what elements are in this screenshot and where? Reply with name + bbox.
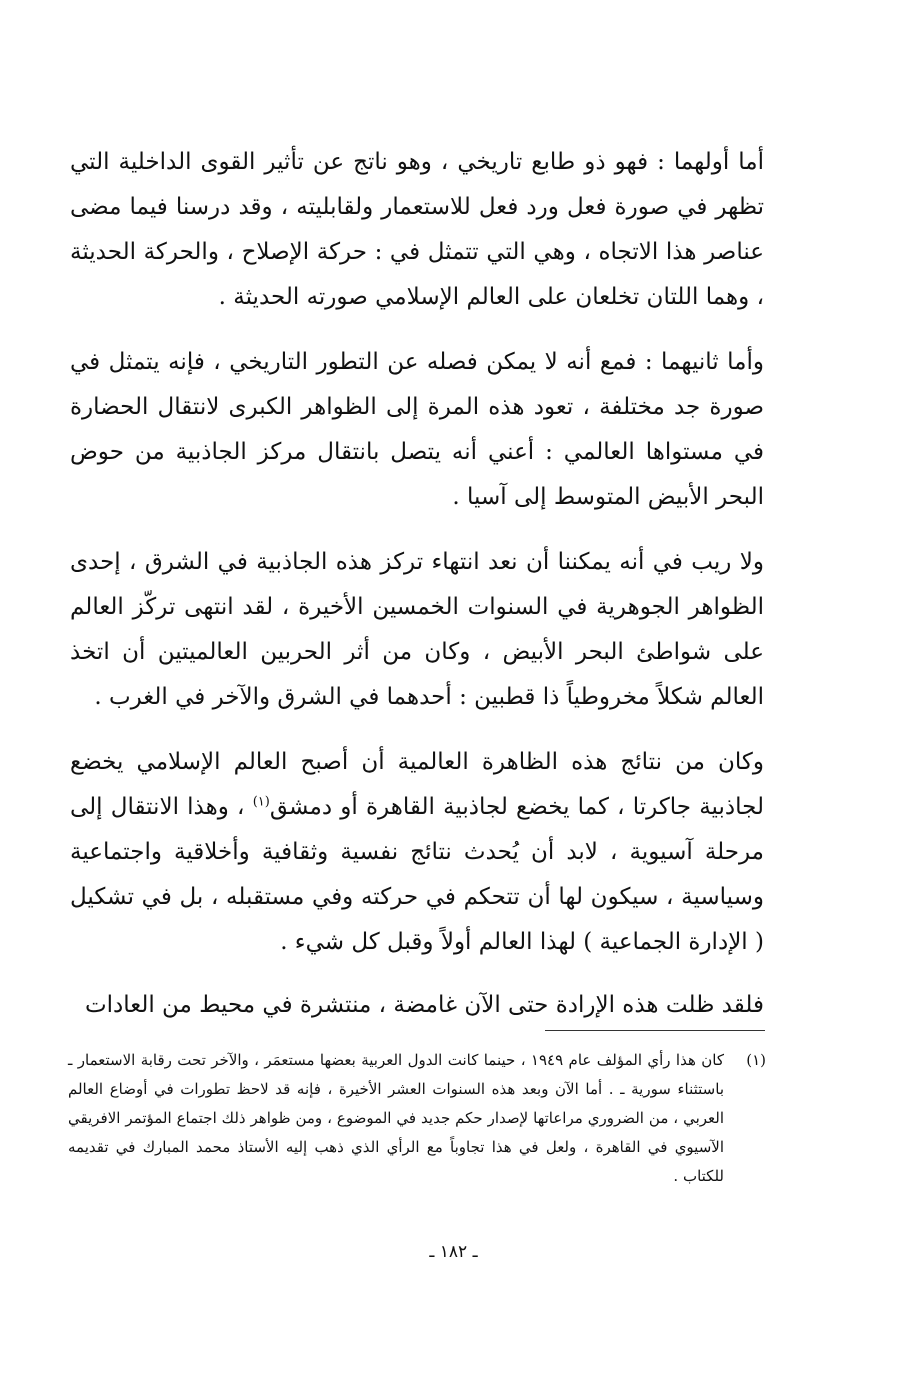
footnote bbox=[68, 1046, 766, 1191]
paragraph-2: وأما ثانيهما : فمع أنه لا يمكن فصله عن التطور التاريخي ، فإنه يتمثل في صورة جد مختلفة ، تعود هذه المرة إلى الظواهر الكبرى لانتقال الحضارة في مستواها العالمي : أعني أنه يتصل بانتقال مركز الجاذبية من حوض البحر الأبيض المتوسط إلى آسيا . bbox=[70, 349, 764, 510]
footnote-separator bbox=[545, 1030, 765, 1031]
paragraph-4-text-start: وكان من نتائج هذه الظاهرة العالمية أن أصبح العالم الإسلامي يخضع لجاذبية جاكرتا ، كما يخضع لجاذبية القاهرة أو دمشق bbox=[70, 749, 765, 820]
paragraph-4 bbox=[70, 740, 764, 965]
footnote-number: (١) bbox=[746, 1051, 766, 1069]
footnote-text: كان هذا رأي المؤلف عام ١٩٤٩ ، حينما كانت الدول العربية بعضها مستعمَر ، والآخر تحت رقابة الاستعمار ـ باستثناء سورية ـ . أما الآن وبعد هذه السنوات العشر الأخيرة ، فإنه قد لاحظ تطورات في أوضاع العالم العربي ، من الضروري مراعاتها لإصدار حكم جديد في الموضوع ، ومن ظواهر ذلك اجتماع المؤتمر الافريقي الآسيوي في القاهرة ، ولعل في هذا تجاوباً مع الرأي الذي ذهب إليه الأستاذ محمد المبارك في تقديمه للكتاب . bbox=[68, 1051, 725, 1185]
page-number: ـ ١٨٢ ـ bbox=[429, 1242, 478, 1262]
paragraph-3: ولا ريب في أنه يمكننا أن نعد انتهاء تركز هذه الجاذبية في الشرق ، إحدى الظواهر الجوهرية في السنوات الخمسين الأخيرة ، لقد انتهى تركّز العالم على شواطئ البحر الأبيض ، وكان من أثر الحربين العالميتين أن اتخذ العالم شكلاً مخروطياً ذا قطبين : أحدهما في الشرق والآخر في الغرب . bbox=[70, 549, 764, 710]
paragraph-5: فلقد ظلت هذه الإرادة حتى الآن غامضة ، منتشرة في محيط من العادات bbox=[84, 992, 764, 1018]
paragraph-4-text-end: ، وهذا الانتقال إلى مرحلة آسيوية ، لابد أن يُحدث نتائج نفسية وثقافية وأخلاقية واجتماعية وسياسية ، سيكون لها أن تتحكم في حركته وفي مستقبله ، بل في تشكيل ( الإدارة الجماعية ) لهذا العالم أولاً وقبل كل شيء . bbox=[70, 794, 764, 955]
paragraph-1: أما أولهما : فهو ذو طابع تاريخي ، وهو ناتج عن تأثير القوى الداخلية التي تظهر في صورة فعل ورد فعل للاستعمار ولقابليته ، وقد درسنا فيما مضى عناصر هذا الاتجاه ، وهي التي تتمثل في : حركة الإصلاح ، والحركة الحديثة ، وهما اللتان تخلعان على العالم الإسلامي صورته الحديثة . bbox=[70, 149, 764, 310]
footnote-reference: (١) bbox=[252, 794, 270, 810]
